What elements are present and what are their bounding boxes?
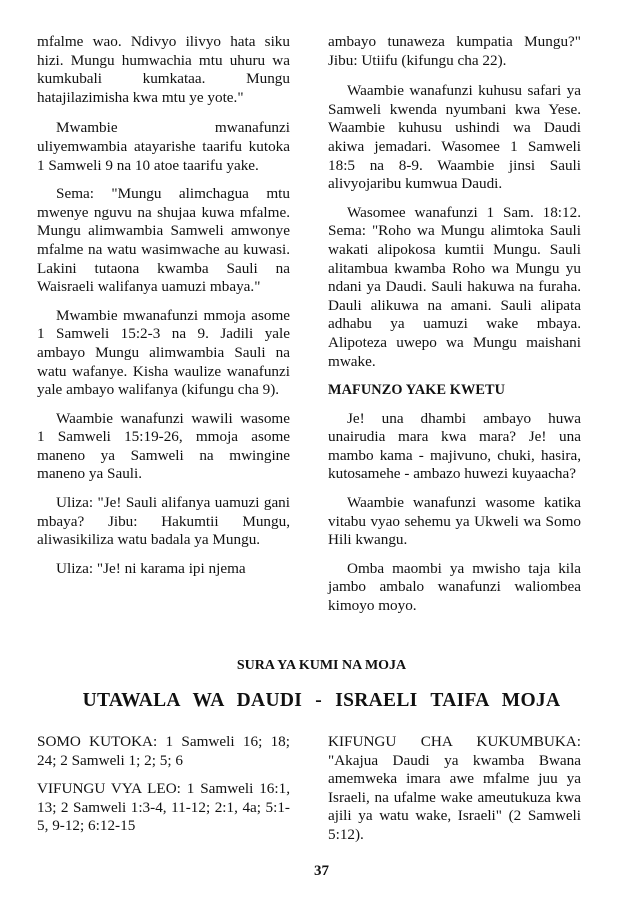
- paragraph: Omba maombi ya mwisho taja kila jambo ambalo wanafunzi waliombea kimoyo moyo.: [328, 559, 581, 615]
- paragraph: Uliza: "Je! Sauli alifanya uamuzi gani mbaya? Jibu: Hakumtii Mungu, aliwasikiliza watu badala ya Mungu.: [37, 494, 290, 549]
- lesson-info-right: [328, 733, 581, 855]
- paragraph: Uliza: "Je! ni karama ipi njema: [56, 559, 246, 577]
- paragraph: mfalme wao. Ndivyo ilivyo hata siku hizi. Mungu humwachia mtu uhuru wa kumkubali kumkataa. Mungu hatajilazimisha kwa mtu ye yote.": [37, 33, 290, 106]
- section-heading: MAFUNZO YAKE KWETU: [328, 382, 506, 399]
- page-number: 37: [314, 863, 329, 879]
- chapter-number: SURA YA KUMI NA MOJA: [236, 658, 407, 673]
- paragraph: Mwambie mwanafunzi mmoja asome 1 Samweli 15:2-3 na 9. Jadili yale ambayo Mungu alimwambia Sauli na watu wafanye. Kisha waulize wanafunzi yale ambayo walifanya (kifungu cha 9).: [37, 306, 290, 399]
- left-column: [37, 33, 290, 588]
- lesson-info-left: [37, 733, 290, 846]
- paragraph: Mwambie mwanafunzi uliyemwambia atayarishe taarifu kutoka 1 Samweli 9 na 10 atoe taarifu yake.: [37, 119, 290, 174]
- right-column: [328, 33, 581, 626]
- paragraph: Waambie wanafunzi kuhusu safari ya Samweli kwenda nyumbani kwa Yese. Waambie kuhusu ushindi wa Daudi akiwa jemadari. Wasomee 1 Samweli 18:5 na 8-9. Waambie jinsi Sauli alivyojaribu kumwua Daudi.: [328, 82, 581, 193]
- lesson-todays-verses: VIFUNGU VYA LEO: 1 Samweli 16:1, 13; 2 Samweli 1:3-4, 11-12; 2:1, 4a; 5:1-5, 9-12; 6:12-15: [37, 780, 290, 835]
- paragraph: Je! una dhambi ambayo huwa unairudia mara kwa mara? Je! una mambo kama - majivuno, chuki, hasira, kutosamehe - ambazo huwezi kuyaacha?: [328, 409, 581, 483]
- memory-verse: KIFUNGU CHA KUKUMBUKA: "Akajua Daudi ya kwamba Bwana amemweka imara awe mfalme juu ya Israeli, na ufalme wake ameutukuza kwa ajili ya watu wake, Israeli" (2 Samweli 5:12).: [328, 733, 581, 843]
- paragraph: Waambie wanafunzi wawili wasome 1 Samweli 15:19-26, mmoja asome maneno ya Samweli na mwingine maneno ya Sauli.: [37, 409, 290, 483]
- paragraph: Sema: "Mungu alimchagua mtu mwenye nguvu na shujaa kuwa mfalme. Mungu alimwambia Samweli amwonye mfalme na watu wasimwache au kuwasi. Lakini tutaona kwamba Sauli na Waisraeli walifanya uamuzi mbaya.": [37, 185, 290, 296]
- paragraph: Wasomee wanafunzi 1 Sam. 18:12. Sema: "Roho wa Mungu alimtoka Sauli wakati alipokosa kumtii Mungu. Sauli alitambua kwamba Roho wa Mungu yu ndani ya Daudi. Sauli hakuwa na furaha. Dauli alikuwa na amani. Sauli alipata adhabu ya uamuzi wake mbaya. Alipoteza uwepo wa Mungu maishani mwake.: [328, 203, 581, 370]
- lesson-reading: SOMO KUTOKA: 1 Samweli 16; 18; 24; 2 Samweli 1; 2; 5; 6: [37, 733, 290, 769]
- paragraph: ambayo tunaweza kumpatia Mungu?" Jibu: Utiifu (kifungu cha 22).: [328, 33, 581, 69]
- paragraph: Waambie wanafunzi wasome katika vitabu vyao sehemu ya Ukweli wa Somo Hili kwangu.: [328, 494, 581, 549]
- chapter-title: UTAWALA WA DAUDI - ISRAELI TAIFA MOJA: [82, 690, 561, 711]
